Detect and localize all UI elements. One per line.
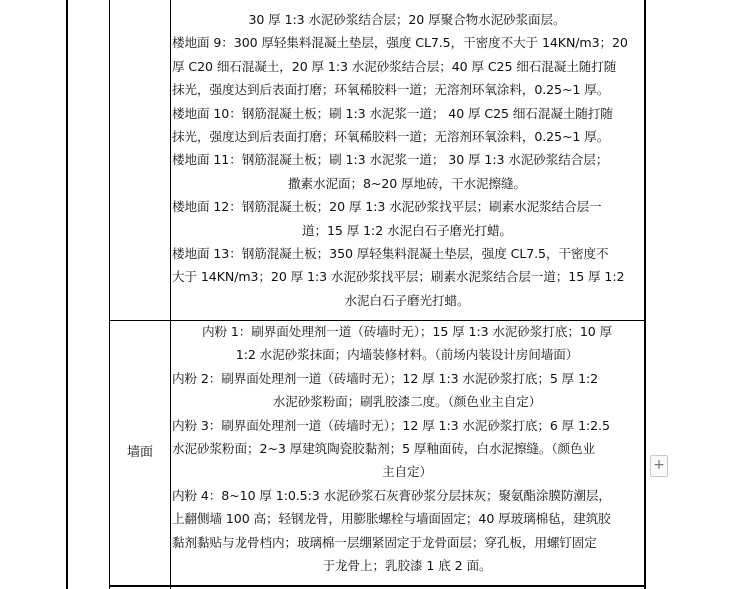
- add-row-button[interactable]: +: [650, 455, 668, 477]
- text-line: 黏剂黏贴与龙骨档内；玻璃棉一层绷紧固定于龙骨面层；穿孔板，用螺钉固定: [172, 534, 597, 550]
- text-line: 1:2 水泥砂浆抹面；内墙装修材料。（前场内装设计房间墙面）: [235, 347, 579, 363]
- wall-entry-2: [172, 367, 642, 414]
- wall-entry-4: [172, 484, 642, 578]
- text-line: 大于 14KN/m3；20 厚 1:3 水泥砂浆找平层；刷素水泥浆结合层一道；15 厚 1:2: [172, 269, 625, 285]
- text-line: 主自定）: [382, 464, 432, 480]
- text-line: 内粉 2：刷界面处理剂一道（砖墙时无）；12 厚 1:3 水泥砂浆打底；5 厚 1:2: [172, 370, 599, 386]
- text-line: 30 厚 1:3 水泥砂浆结合层；20 厚聚合物水泥砂浆面层。: [248, 12, 566, 27]
- wall-entry-3: [172, 414, 642, 484]
- text-line: 上翻侧墙 100 高；轻钢龙骨，用膨胀螺栓与墙面固定；40 厚玻璃棉毡，建筑胶: [172, 511, 611, 527]
- text-line: 于龙骨上；乳胶漆 1 底 2 面。: [322, 558, 492, 574]
- text-line: 厚 C20 细石混凝土，20 厚 1:3 水泥砂浆结合层；40 厚 C25 细石混凝土随打随: [172, 58, 617, 74]
- text-line: 内粉 4：8~10 厚 1:0.5:3 水泥砂浆石灰膏砂浆分层抹灰；聚氨酯涂膜防潮层，: [172, 487, 611, 503]
- wall-spec-cell: [172, 320, 642, 577]
- floor-entry-10: [172, 102, 642, 149]
- text-line: 楼地面 9：300 厚轻集料混凝土垫层，强度 CL7.5，干密度不大于 14KN/m3；20: [172, 35, 628, 51]
- table-column-divider-2: [170, 0, 171, 589]
- text-line: 撒素水泥面；8~20 厚地砖，干水泥擦缝。: [288, 175, 526, 191]
- wall-entry-1: [172, 320, 642, 367]
- text-line: 水泥砂浆粉面；2~3 厚建筑陶瓷胶黏剂；5 厚釉面砖，白水泥擦缝。（颜色业: [172, 441, 596, 457]
- row-divider-bottom: [109, 585, 645, 587]
- table-column-divider-1: [109, 0, 110, 589]
- text-line: 水泥白石子磨光打蜡。: [344, 292, 470, 308]
- text-line: 水泥砂浆粉面；刷乳胶漆二度。（颜色业主自定）: [272, 394, 542, 410]
- floor-entry-13: [172, 242, 642, 312]
- text-line: 抹光，强度达到后表面打磨；环氧稀胶料一道；无溶剂环氧涂料，0.25~1 厚。: [172, 82, 610, 98]
- floor-entry-11: [172, 148, 642, 195]
- floor-entry-9: [172, 31, 642, 101]
- text-line: 抹光，强度达到后表面打磨；环氧稀胶料一道；无溶剂环氧涂料，0.25~1 厚。: [172, 129, 610, 145]
- text-line: 楼地面 10：钢筋混凝土板；刷 1:3 水泥浆一道； 40 厚 C25 细石混凝土随打随: [172, 105, 613, 121]
- text-line: 楼地面 13：钢筋混凝土板；350 厚轻集料混凝土垫层，强度 CL7.5，干密度不: [172, 246, 609, 262]
- text-line: 楼地面 11：钢筋混凝土板；刷 1:3 水泥浆一道； 30 厚 1:3 水泥砂浆结合层；: [172, 152, 609, 168]
- wall-category-label: 墙面: [126, 445, 153, 460]
- text-line: 楼地面 12：钢筋混凝土板；20 厚 1:3 水泥砂浆找平层；刷素水泥浆结合层一: [172, 199, 602, 215]
- floor-spec-cell: [172, 8, 642, 312]
- table-border-left: [66, 0, 68, 589]
- text-line: 内粉 1：刷界面处理剂一道（砖墙时无）；15 厚 1:3 水泥砂浆打底；10 厚: [202, 324, 613, 339]
- floor-entry-12: [172, 195, 642, 242]
- text-line: 内粉 3：刷界面处理剂一道（砖墙时无）；12 厚 1:3 水泥砂浆打底；6 厚 1:2.5: [172, 417, 610, 433]
- floor-entry-8-tail: [172, 8, 642, 31]
- text-line: 道；15 厚 1:2 水泥白石子磨光打蜡。: [302, 222, 512, 238]
- table-border-right: [644, 0, 646, 589]
